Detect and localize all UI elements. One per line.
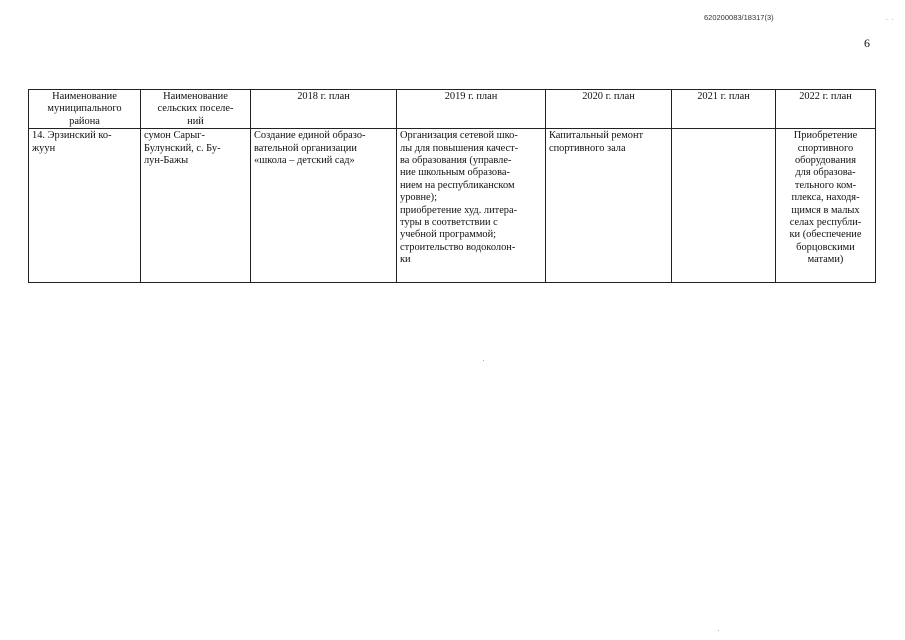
cell-plan-2022: Приобретение спортивного оборудования для образова- тельного ком- плекса, находя- щимся в малых селах республи- ки (обеспечение борцовскими матами) [776,129,876,283]
cell-district: 14. Эрзинский ко- жуун [29,129,141,283]
plan-table [28,89,876,283]
cell-plan-2021 [672,129,776,283]
header-2022: 2022 г. план [776,90,876,129]
header-2018: 2018 г. план [251,90,397,129]
header-2021: 2021 г. план [672,90,776,129]
cell-settlement: сумон Сарыг- Булунский, с. Бу- лун-Бажы [141,129,251,283]
scan-speck [718,630,719,631]
header-2020: 2020 г. план [546,90,672,129]
header-2019: 2019 г. план [397,90,546,129]
table-row [29,129,876,283]
header-settlement: Наименование сельских поселе- ний [141,90,251,129]
cell-plan-2019: Организация сетевой шко- лы для повышения качест- ва образования (управле- ние школьным образова- нием на республиканском уровне); приобретение худ. литера- туры в соответствии с учебной программой; строительство водоколон- ки [397,129,546,283]
page-number: 6 [864,36,870,50]
header-district: Наименование муниципального района [29,90,141,129]
scan-speck [483,360,484,361]
document-id: 620200083/18317(3) [704,13,774,22]
cell-plan-2020: Капитальный ремонт спортивного зала [546,129,672,283]
scan-mark: . . [886,14,895,22]
table-header-row [29,90,876,129]
cell-plan-2018: Создание единой образо- вательной организации «школа – детский сад» [251,129,397,283]
